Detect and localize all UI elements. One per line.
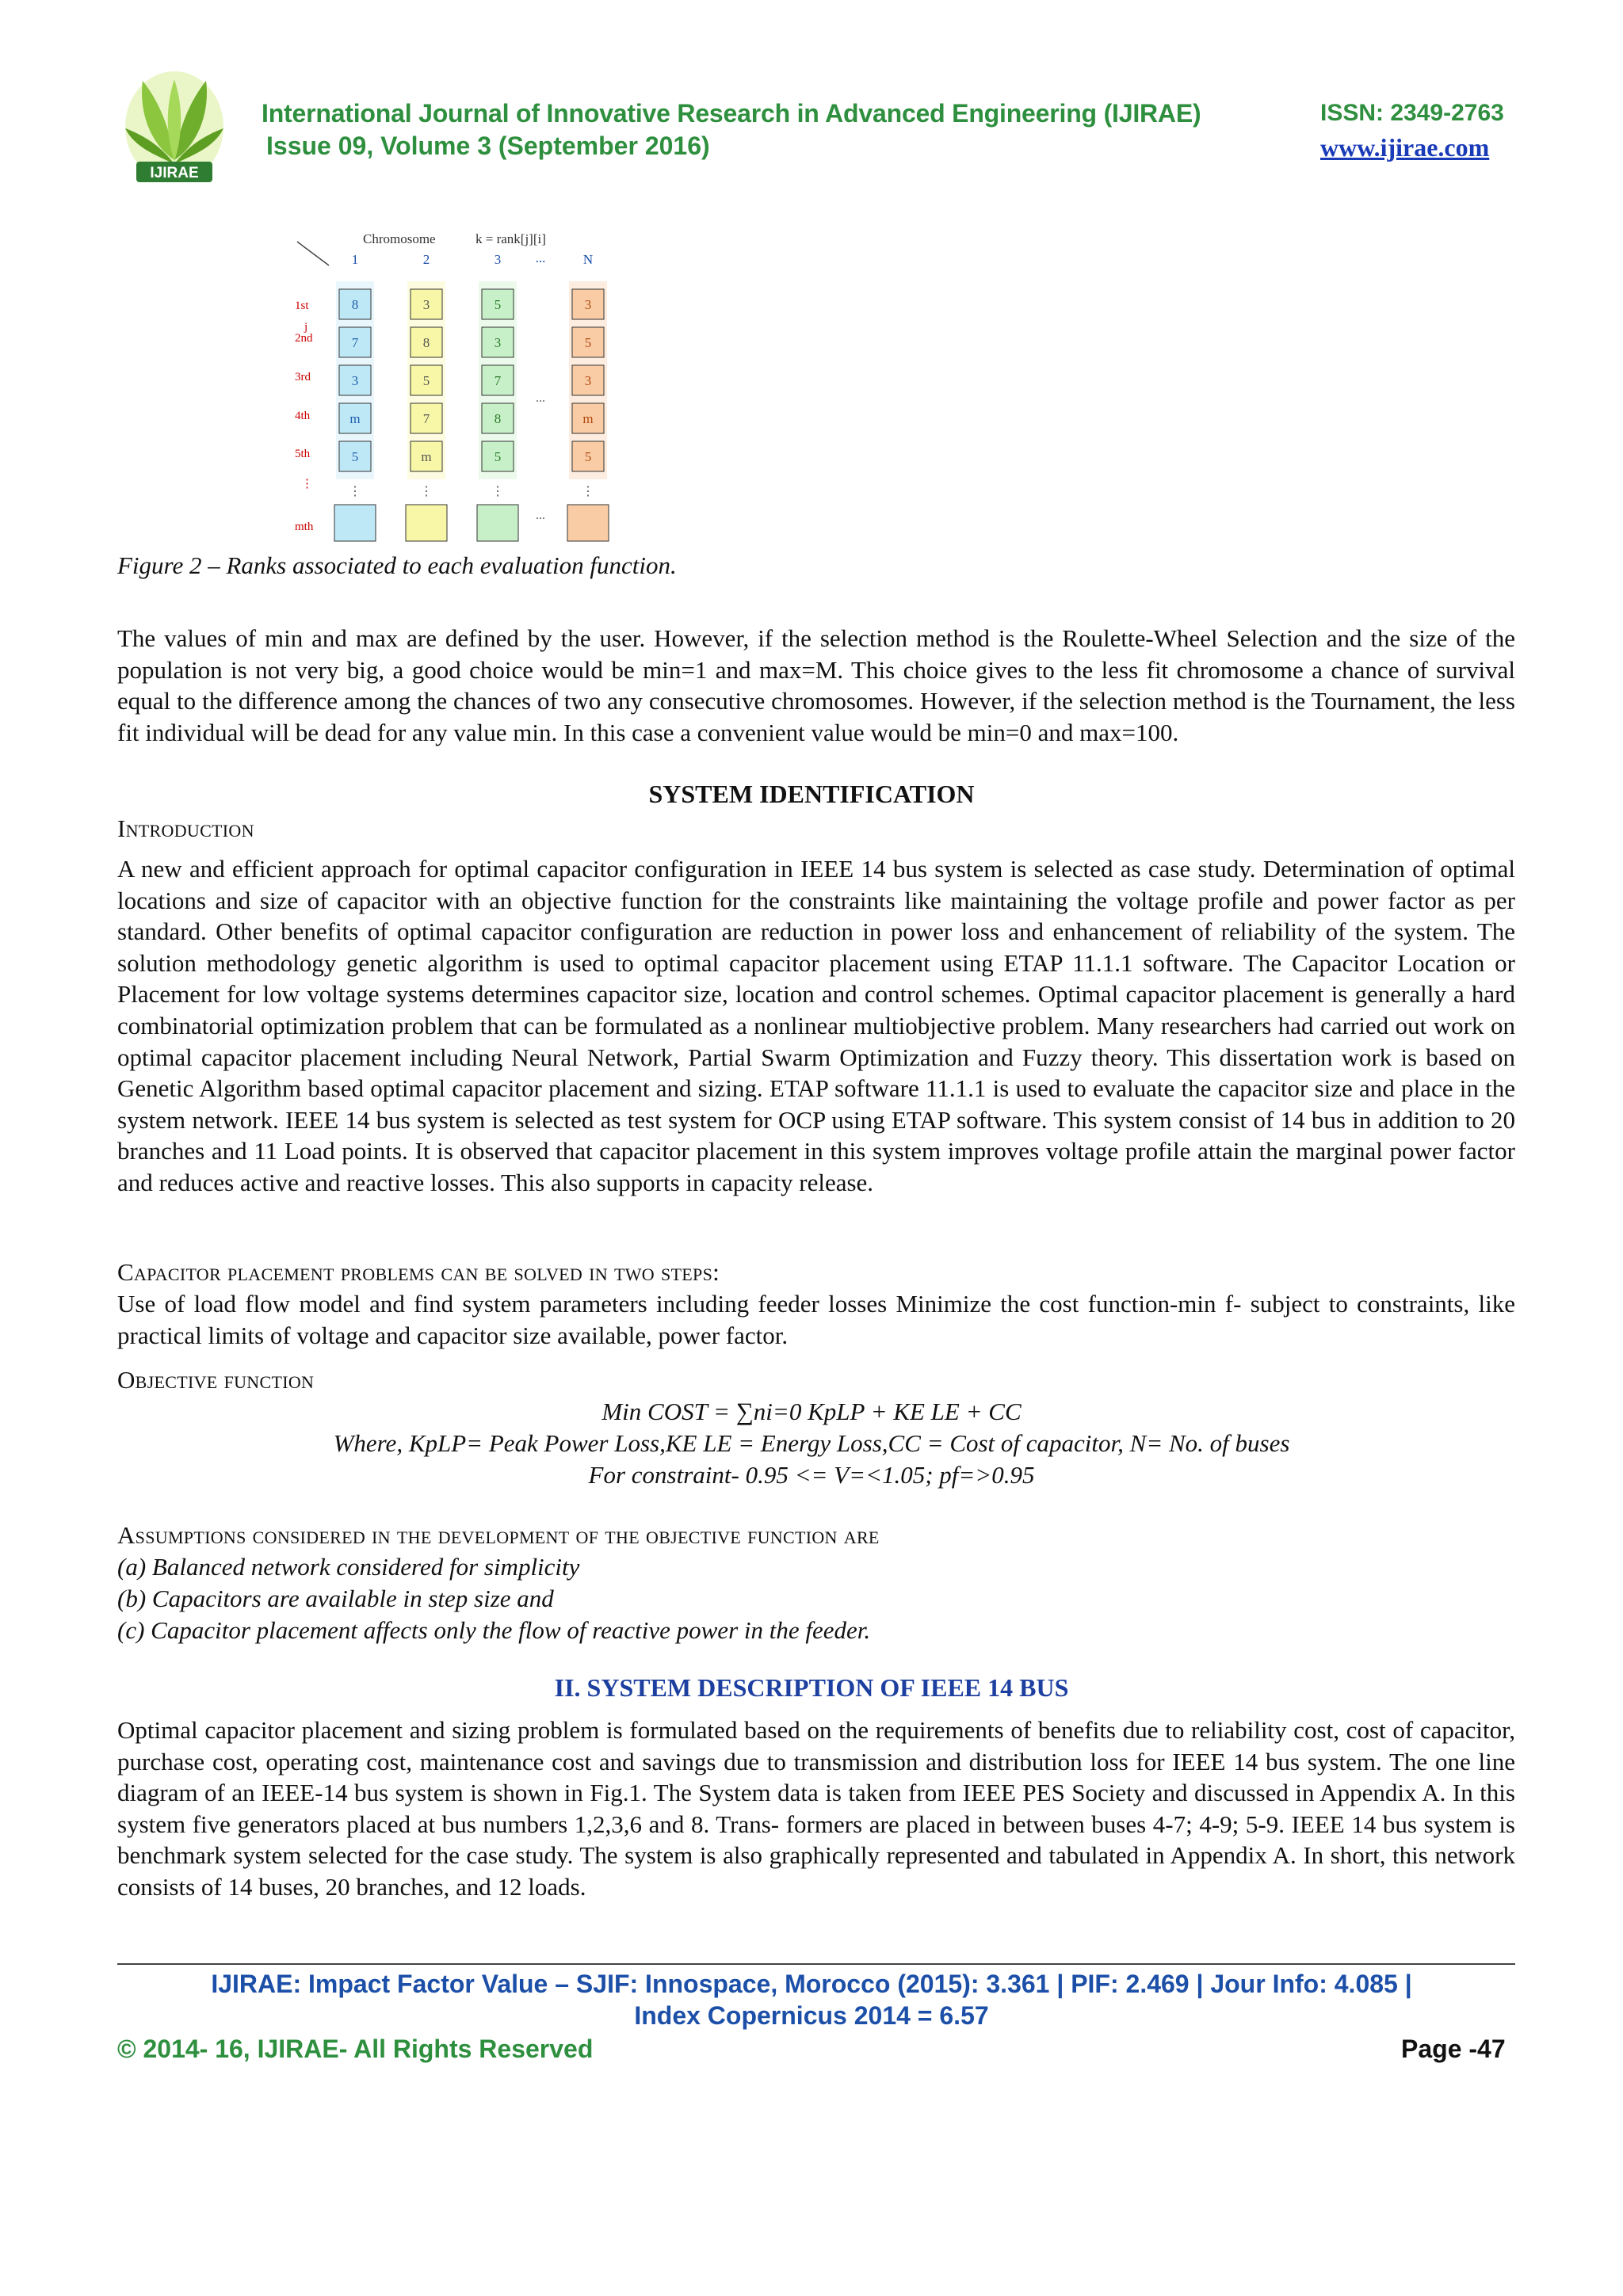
assumption-b: (b) Capacitors are available in step size and (117, 1585, 554, 1612)
heading-introduction: Introduction (117, 814, 254, 842)
heading-objective-function: Objective function (117, 1366, 315, 1394)
figure-column-dots: ⋮ (349, 485, 361, 498)
row-label-dots: ⋮ (301, 478, 313, 490)
figure-cell-value: 8 (351, 297, 359, 312)
figure-column-dots: ⋮ (491, 485, 504, 498)
col-header-ellipsis: ... (535, 250, 546, 265)
row-label-3: 3rd (295, 371, 311, 383)
col-header-3: 3 (494, 252, 502, 267)
figure-cell-value: 3 (351, 373, 359, 388)
figure-bottom-cell (567, 505, 609, 541)
figure-cell-value: 5 (584, 335, 592, 350)
col-header-2: 2 (422, 252, 430, 267)
footer-impact-factor: IJIRAE: Impact Factor Value – SJIF: Innospace, Morocco (2015): 3.361 | PIF: 2.469 | Jour Info: 4.085 | (211, 1970, 1412, 1998)
figure-cell-value: 8 (422, 335, 430, 350)
figure-column-dots: ⋮ (582, 485, 594, 498)
figure-cell-value: 7 (351, 335, 359, 350)
figure-cell-value: 3 (422, 297, 430, 312)
figure-cell-value: m (421, 449, 432, 464)
equation-where: Where, KpLP= Peak Power Loss,KE LE = Energy Loss,CC = Cost of capacitor, N= No. of buses (333, 1429, 1290, 1457)
figure-cell-value: 8 (494, 411, 502, 426)
j-label: j (304, 321, 308, 334)
heading-assumptions: Assumptions considered in the development of the objective function are (117, 1521, 880, 1549)
row-label-1: 1st (295, 299, 309, 312)
journal-logo (119, 65, 230, 192)
paragraph-introduction: A new and efficient approach for optimal capacitor configuration in IEEE 14 bus system is selected as case study. Determination of optimal locations and size of capacitor with an objective function for the constraints like maintaining the voltage profile and power factor as per standard. Other benefits of optimal capacitor configuration are reduction in power loss and enhancement of reliability of the system. The solution methodology genetic algorithm is used to optimal capacitor placement using ETAP 11.1.1 software. The Capacitor Location or Placement for low voltage systems determines capacitor size, location and control schemes. Optimal capacitor placement is generally a hard combinatorial optimization problem that can be formulated as a nonlinear multiobjective problem. Many researchers had carried out work on optimal capacitor placement including Neural Network, Partial Swarm Optimization and Fuzzy theory. This dissertation work is based on Genetic Algorithm based optimal capacitor placement and sizing. ETAP software 11.1.1 is used to evaluate the capacitor size and place in the system network. IEEE 14 bus system is selected as test system for OCP using ETAP software. This system consist of 14 bus in addition to 20 branches and 11 Load points. It is observed that capacitor placement in this system improves voltage profile attain the marginal power factor and reduces active and reactive losses. This also supports in capacity release. (117, 855, 1515, 1196)
figure-cell-value: 5 (494, 449, 502, 464)
journal-website-link[interactable]: www.ijirae.com (1320, 133, 1490, 162)
row-ellipsis: ... (536, 391, 545, 405)
heading-capacitor-steps: Capacitor placement problems can be solved in two steps: (117, 1258, 720, 1286)
footer-index-copernicus: Index Copernicus 2014 = 6.57 (634, 2001, 989, 2030)
paragraph-selection: The values of min and max are defined by the user. However, if the selection method is the Roulette-Wheel Selection and the size of the population is not very big, a good choice would be min=1 and max=M. This choice gives to the less fit chromosome a chance of survival equal to the difference among the chances of two any consecutive chromosomes. However, if the selection method is the Tournament, the less fit individual will be dead for any value min. In this case a convenient value would be min=0 and max=100. (117, 624, 1515, 746)
figure-cell-value: 5 (584, 449, 592, 464)
figure-bottom-cell (406, 505, 447, 541)
col-header-1: 1 (351, 252, 359, 267)
paragraph-steps: Use of load flow model and find system parameters including feeder losses Minimize the cost function-min f- subject to constraints, like practical limits of voltage and capacitor size available, power factor. (117, 1290, 1515, 1349)
figure-cell-value: 7 (494, 373, 502, 388)
heading-section-2: II. SYSTEM DESCRIPTION OF IEEE 14 BUS (554, 1673, 1069, 1702)
journal-issue: Issue 09, Volume 3 (September 2016) (266, 132, 710, 160)
figure-title-right: k = rank[j][i] (475, 231, 546, 246)
figure-cell-value: 3 (494, 335, 502, 350)
figure-caption: Figure 2 – Ranks associated to each evaluation function. (117, 551, 677, 579)
bottom-ellipsis: ... (536, 509, 545, 522)
assumption-c: (c) Capacitor placement affects only the flow of reactive power in the feeder. (117, 1616, 871, 1644)
col-header-n: N (582, 252, 594, 267)
footer-page-number: Page -47 (1401, 2035, 1506, 2063)
row-label-5: 5th (295, 448, 311, 460)
logo-text: IJIRAE (150, 165, 199, 181)
figure-cell-value: 7 (422, 411, 430, 426)
leaf-logo-icon (119, 65, 230, 192)
figure-cell-value: 5 (422, 373, 430, 388)
figure-cell-value: 3 (584, 297, 592, 312)
figure-cell-value: 5 (351, 449, 359, 464)
equation-constraint: For constraint- 0.95 <= V=<1.05; pf=>0.95 (588, 1461, 1035, 1489)
equation-min-cost: Min COST = ∑ni=0 KpLP + KE LE + CC (601, 1398, 1022, 1425)
ranks-figure (285, 226, 626, 551)
figure-bottom-cell (334, 505, 376, 541)
figure-cell-value: 5 (494, 297, 502, 312)
paragraph-system-description: Optimal capacitor placement and sizing problem is formulated based on the requirements of benefits due to reliability cost, cost of capacitor, purchase cost, operating cost, maintenance cost and savings due to transmission and distribution loss for IEEE 14 bus system. The one line diagram of an IEEE-14 bus system is shown in Fig.1. The System data is taken from IEEE PES Society and discussed in Appendix A. In this system five generators placed at bus numbers 1,2,3,6 and 8. Trans- formers are placed in between buses 4-7; 4-9; 5-9. IEEE 14 bus system is benchmark system selected for the case study. The system is also graphically represented and tabulated in Appendix A. In short, this network consists of 14 buses, 20 branches, and 12 loads. (117, 1716, 1515, 1901)
figure-columns (334, 281, 609, 541)
heading-system-identification: SYSTEM IDENTIFICATION (648, 780, 975, 808)
footer-divider (117, 1963, 1515, 1965)
figure-cell-value: m (582, 411, 594, 426)
journal-title: International Journal of Innovative Research in Advanced Engineering (IJIRAE) (262, 99, 1201, 128)
figure-cell-value: 3 (584, 373, 592, 388)
journal-issn: ISSN: 2349-2763 (1320, 100, 1504, 126)
row-label-2: 2nd (295, 332, 313, 345)
row-label-4: 4th (295, 410, 311, 422)
footer-copyright: © 2014- 16, IJIRAE- All Rights Reserved (117, 2035, 594, 2063)
figure-cell-value: m (349, 411, 361, 426)
row-label-m: mth (295, 521, 314, 533)
figure-column-dots: ⋮ (420, 485, 433, 498)
figure-title-left: Chromosome (363, 231, 436, 246)
figure-bottom-cell (477, 505, 518, 541)
assumption-a: (a) Balanced network considered for simplicity (117, 1553, 580, 1581)
